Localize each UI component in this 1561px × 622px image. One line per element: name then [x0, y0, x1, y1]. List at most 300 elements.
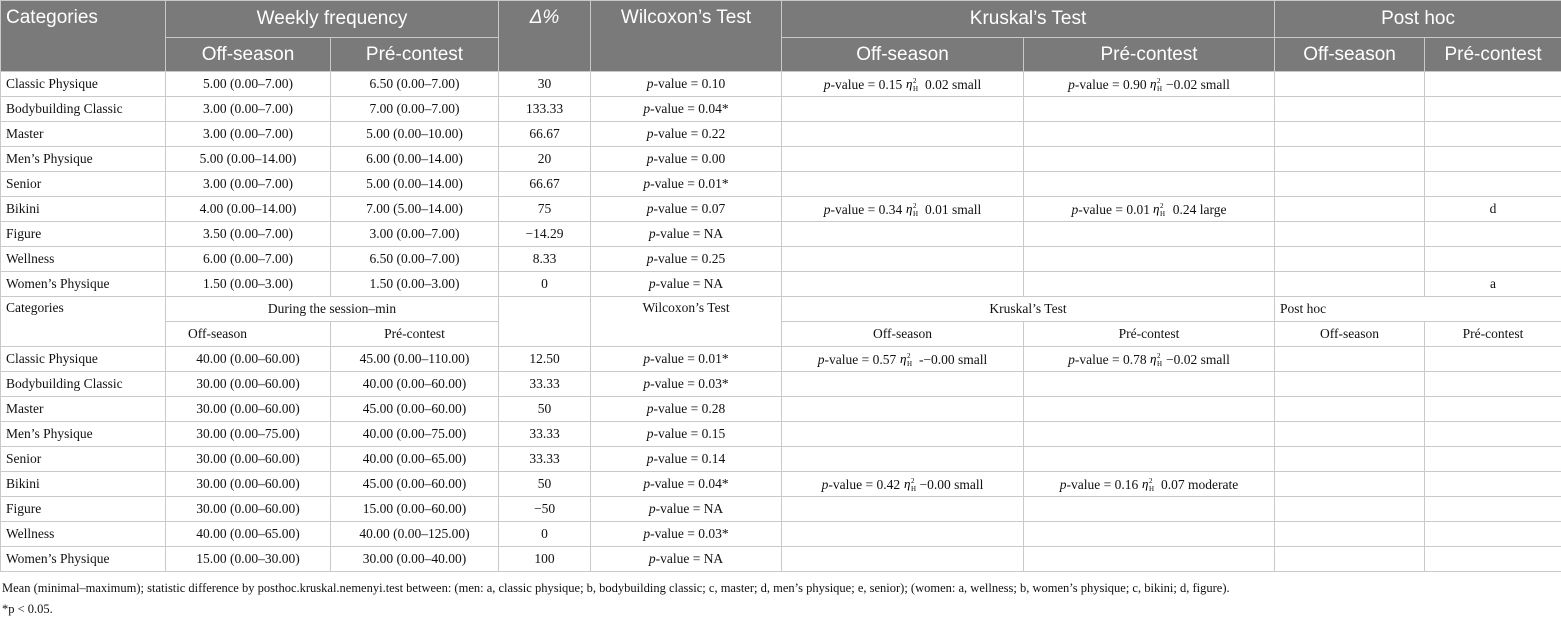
wilcoxon-cell — [591, 172, 782, 197]
kruskal-off-season-cell — [782, 172, 1024, 197]
wilcoxon-cell-p: p — [648, 551, 656, 566]
pre-contest-cell: 45.00 (0.00–110.00) — [331, 347, 499, 372]
wilcoxon-cell — [591, 197, 782, 222]
kruskal-off-season-cell — [782, 447, 1024, 472]
header-off-season: Off-season — [166, 38, 331, 72]
kruskal-pre-contest-cell — [1024, 497, 1275, 522]
kruskal-pre-contest-cell-eta-symbol — [1153, 201, 1169, 217]
pre-contest-cell: 45.00 (0.00–60.00) — [331, 472, 499, 497]
posthoc-off-season-cell — [1275, 522, 1425, 547]
kruskal-pre-contest-cell — [1024, 397, 1275, 422]
pre-contest-cell: 30.00 (0.00–40.00) — [331, 547, 499, 572]
delta-cell: 33.33 — [499, 447, 591, 472]
kruskal-pre-contest-cell-p: p — [1059, 476, 1067, 492]
wilcoxon-cell-text: -value = 0.01* — [650, 351, 729, 366]
wilcoxon-cell — [591, 397, 782, 422]
wilcoxon-cell — [591, 472, 782, 497]
kruskal-pre-contest-cell-text-b: −0.02 small — [1166, 76, 1230, 92]
svg-text:H: H — [910, 484, 916, 492]
posthoc-off-season-cell — [1275, 147, 1425, 172]
kruskal-pre-contest-cell — [1024, 197, 1275, 222]
kruskal-off-season-cell-text-a: -value = 0.42 — [828, 476, 904, 492]
off-season-cell: 1.50 (0.00–3.00) — [166, 272, 331, 297]
wilcoxon-cell — [591, 522, 782, 547]
off-season-cell: 15.00 (0.00–30.00) — [166, 547, 331, 572]
kruskal-off-season-cell — [782, 222, 1024, 247]
off-season-cell: 30.00 (0.00–60.00) — [166, 397, 331, 422]
table-row — [1, 247, 1561, 272]
header-pre-contest: Pré-contest — [331, 38, 499, 72]
posthoc-off-season-cell — [1275, 222, 1425, 247]
posthoc-off-season-cell — [1275, 547, 1425, 572]
off-season-cell: 30.00 (0.00–75.00) — [166, 422, 331, 447]
posthoc-pre-contest-cell — [1425, 72, 1561, 97]
kruskal-pre-contest-cell — [1024, 122, 1275, 147]
svg-text:H: H — [1157, 84, 1163, 92]
wilcoxon-cell-p: p — [643, 101, 651, 116]
off-season-cell: 30.00 (0.00–60.00) — [166, 497, 331, 522]
category-cell: Master — [1, 122, 166, 147]
kruskal-pre-contest-cell — [1024, 472, 1275, 497]
posthoc-off-season-cell — [1275, 197, 1425, 222]
kruskal-off-season-cell-p: p — [817, 351, 825, 367]
pre-contest-cell: 1.50 (0.00–3.00) — [331, 272, 499, 297]
kruskal-pre-contest-cell-text-a: -value = 0.16 — [1066, 476, 1142, 492]
header-delta — [499, 1, 591, 72]
kruskal-pre-contest-cell — [1024, 147, 1275, 172]
off-season-cell: 4.00 (0.00–14.00) — [166, 197, 331, 222]
wilcoxon-cell-text: -value = 0.07 — [653, 201, 726, 216]
pre-contest-cell: 40.00 (0.00–125.00) — [331, 522, 499, 547]
posthoc-pre-contest-cell — [1425, 547, 1561, 572]
note-line-1: Mean (minimal–maximum); statistic difference by posthoc.kruskal.nemenyi.test between: (men: a, classic physique; b, bodybuilding classic; c, master; d, men’s physique; e, senior); (women: a, wellness; b, women’s physique; c, bikini; d, figure). — [2, 581, 1230, 595]
wilcoxon-cell-p: p — [648, 501, 656, 516]
svg-text:η: η — [905, 200, 913, 216]
kruskal-off-season-cell — [782, 272, 1024, 297]
posthoc-pre-contest-cell — [1425, 497, 1561, 522]
category-cell: Master — [1, 397, 166, 422]
kruskal-off-season-cell-p: p — [821, 476, 829, 492]
posthoc-off-season-cell — [1275, 372, 1425, 397]
category-cell: Bodybuilding Classic — [1, 97, 166, 122]
delta-cell: 50 — [499, 472, 591, 497]
kruskal-pre-contest-cell-text-a: -value = 0.90 — [1074, 76, 1150, 92]
wilcoxon-cell — [591, 122, 782, 147]
svg-text:H: H — [906, 359, 912, 367]
posthoc-off-season-cell — [1275, 397, 1425, 422]
table-row — [1, 172, 1561, 197]
wilcoxon-cell-text: -value = NA — [655, 226, 724, 241]
posthoc-pre-contest-cell — [1425, 122, 1561, 147]
header-posthoc-off-season: Off-season — [1275, 38, 1425, 72]
category-cell: Wellness — [1, 522, 166, 547]
wilcoxon-cell-p: p — [643, 376, 651, 391]
table-row — [1, 122, 1561, 147]
wilcoxon-cell — [591, 222, 782, 247]
svg-text:η: η — [899, 350, 907, 366]
posthoc-pre-contest-cell — [1425, 397, 1561, 422]
posthoc-pre-contest-cell — [1425, 472, 1561, 497]
posthoc-pre-contest-cell — [1425, 347, 1561, 372]
posthoc-off-season-cell — [1275, 72, 1425, 97]
wilcoxon-cell-text: -value = 0.00 — [653, 151, 726, 166]
header-weekly-frequency: Weekly frequency — [166, 1, 499, 38]
wilcoxon-cell-text: -value = 0.25 — [653, 251, 726, 266]
posthoc-off-season-cell — [1275, 422, 1425, 447]
kruskal-pre-contest-cell-p: p — [1068, 76, 1075, 92]
svg-text:η: η — [1150, 75, 1157, 91]
wilcoxon-cell-text: -value = 0.03* — [650, 376, 729, 391]
posthoc-off-season-cell — [1275, 272, 1425, 297]
table-row — [1, 222, 1561, 247]
kruskal-pre-contest-cell — [1024, 522, 1275, 547]
pre-contest-cell: 5.00 (0.00–10.00) — [331, 122, 499, 147]
table-row — [1, 272, 1561, 297]
delta-cell: 0 — [499, 522, 591, 547]
table-row — [1, 422, 1561, 447]
category-cell: Classic Physique — [1, 347, 166, 372]
posthoc-off-season-cell — [1275, 172, 1425, 197]
delta-cell: 100 — [499, 547, 591, 572]
posthoc-off-season-cell — [1275, 447, 1425, 472]
wilcoxon-cell — [591, 422, 782, 447]
section2-posthoc-off-season: Off-season — [1275, 322, 1425, 347]
posthoc-pre-contest-cell: a — [1425, 272, 1561, 297]
kruskal-pre-contest-cell-text-b: −0.02 small — [1166, 351, 1230, 367]
svg-text:η: η — [1141, 475, 1149, 491]
kruskal-pre-contest-cell — [1024, 347, 1275, 372]
category-cell: Women’s Physique — [1, 547, 166, 572]
off-season-cell: 30.00 (0.00–60.00) — [166, 447, 331, 472]
section2-head — [1, 297, 1561, 347]
svg-text:2: 2 — [1148, 476, 1153, 485]
wilcoxon-cell-text: -value = NA — [655, 501, 724, 516]
pre-contest-cell: 40.00 (0.00–65.00) — [331, 447, 499, 472]
table-notes — [0, 572, 1561, 620]
posthoc-off-season-cell — [1275, 247, 1425, 272]
kruskal-off-season-cell-eta-symbol — [906, 201, 922, 217]
table-row — [1, 347, 1561, 372]
kruskal-pre-contest-cell — [1024, 422, 1275, 447]
category-cell: Figure — [1, 497, 166, 522]
svg-text:H: H — [1157, 359, 1163, 367]
wilcoxon-cell-text: -value = 0.04* — [650, 476, 729, 491]
wilcoxon-cell-text: -value = 0.14 — [653, 451, 726, 466]
svg-text:2: 2 — [910, 476, 914, 485]
kruskal-pre-contest-cell-text-a: -value = 0.78 — [1074, 351, 1150, 367]
wilcoxon-cell-text: -value = 0.03* — [650, 526, 729, 541]
wilcoxon-cell — [591, 497, 782, 522]
pre-contest-cell: 40.00 (0.00–60.00) — [331, 372, 499, 397]
section2-pre-contest: Pré-contest — [331, 322, 499, 347]
wilcoxon-cell — [591, 447, 782, 472]
posthoc-off-season-cell — [1275, 97, 1425, 122]
wilcoxon-cell — [591, 372, 782, 397]
posthoc-pre-contest-cell — [1425, 247, 1561, 272]
category-cell: Wellness — [1, 247, 166, 272]
wilcoxon-cell-p: p — [648, 276, 656, 291]
wilcoxon-cell-text: -value = 0.28 — [653, 401, 726, 416]
wilcoxon-cell-p: p — [646, 126, 654, 141]
posthoc-pre-contest-cell — [1425, 372, 1561, 397]
wilcoxon-cell — [591, 72, 782, 97]
posthoc-off-season-cell — [1275, 122, 1425, 147]
table-row — [1, 472, 1561, 497]
pre-contest-cell: 45.00 (0.00–60.00) — [331, 397, 499, 422]
category-cell: Senior — [1, 172, 166, 197]
pre-contest-cell: 6.50 (0.00–7.00) — [331, 72, 499, 97]
table-row — [1, 547, 1561, 572]
wilcoxon-cell-p: p — [646, 251, 654, 266]
posthoc-off-season-cell — [1275, 472, 1425, 497]
category-cell: Bodybuilding Classic — [1, 372, 166, 397]
kruskal-pre-contest-cell — [1024, 372, 1275, 397]
kruskal-pre-contest-cell-eta-symbol — [1142, 476, 1158, 492]
off-season-cell: 3.00 (0.00–7.00) — [166, 97, 331, 122]
pre-contest-cell: 6.50 (0.00–7.00) — [331, 247, 499, 272]
posthoc-pre-contest-cell: d — [1425, 197, 1561, 222]
table-row — [1, 197, 1561, 222]
off-season-cell: 3.00 (0.00–7.00) — [166, 122, 331, 147]
posthoc-pre-contest-cell — [1425, 422, 1561, 447]
wilcoxon-cell-p: p — [643, 351, 651, 366]
off-season-cell: 40.00 (0.00–60.00) — [166, 347, 331, 372]
posthoc-pre-contest-cell — [1425, 522, 1561, 547]
wilcoxon-cell-p: p — [643, 476, 651, 491]
kruskal-off-season-cell — [782, 97, 1024, 122]
category-cell: Figure — [1, 222, 166, 247]
wilcoxon-cell — [591, 547, 782, 572]
kruskal-off-season-cell — [782, 347, 1024, 372]
delta-cell: 33.33 — [499, 372, 591, 397]
kruskal-off-season-cell — [782, 422, 1024, 447]
delta-cell: 30 — [499, 72, 591, 97]
table-row — [1, 72, 1561, 97]
kruskal-off-season-cell — [782, 147, 1024, 172]
kruskal-off-season-cell — [782, 72, 1024, 97]
kruskal-off-season-cell-eta-symbol — [900, 351, 916, 367]
svg-text:2: 2 — [912, 76, 917, 85]
delta-cell: 12.50 — [499, 347, 591, 372]
header-delta-text: Δ% — [529, 7, 560, 28]
kruskal-pre-contest-cell-p: p — [1071, 201, 1079, 217]
svg-text:2: 2 — [1157, 76, 1161, 85]
kruskal-off-season-cell — [782, 472, 1024, 497]
table-row — [1, 447, 1561, 472]
pre-contest-cell: 7.00 (0.00–7.00) — [331, 97, 499, 122]
category-cell: Senior — [1, 447, 166, 472]
kruskal-off-season-cell-text-b: 0.01 small — [921, 201, 982, 217]
wilcoxon-cell-p: p — [646, 451, 654, 466]
header-wilcoxon: Wilcoxon’s Test — [591, 1, 782, 72]
section2-body — [1, 347, 1561, 572]
section2-during: During the session–min — [166, 297, 499, 322]
kruskal-off-season-cell-text-b: −0.00 small — [919, 476, 984, 492]
kruskal-off-season-cell — [782, 497, 1024, 522]
category-cell: Bikini — [1, 472, 166, 497]
kruskal-pre-contest-cell — [1024, 272, 1275, 297]
kruskal-pre-contest-cell — [1024, 97, 1275, 122]
off-season-cell: 3.00 (0.00–7.00) — [166, 172, 331, 197]
table-row — [1, 372, 1561, 397]
delta-cell: −14.29 — [499, 222, 591, 247]
svg-text:2: 2 — [906, 351, 911, 360]
wilcoxon-cell-p: p — [646, 151, 654, 166]
section2-kruskal: Kruskal’s Test — [782, 297, 1275, 322]
wilcoxon-cell-p: p — [646, 201, 654, 216]
kruskal-pre-contest-cell — [1024, 447, 1275, 472]
pre-contest-cell: 7.00 (5.00–14.00) — [331, 197, 499, 222]
kruskal-pre-contest-cell-eta-symbol — [1150, 76, 1166, 92]
kruskal-pre-contest-cell — [1024, 172, 1275, 197]
category-cell: Men’s Physique — [1, 147, 166, 172]
section2-categories: Categories — [1, 297, 166, 347]
wilcoxon-cell-text: -value = 0.01* — [650, 176, 729, 191]
svg-text:H: H — [1160, 209, 1166, 217]
kruskal-off-season-cell-p: p — [823, 201, 831, 217]
wilcoxon-cell-text: -value = 0.10 — [653, 76, 726, 91]
svg-text:2: 2 — [1157, 351, 1161, 360]
wilcoxon-cell-text: -value = NA — [655, 276, 724, 291]
category-cell: Bikini — [1, 197, 166, 222]
section2-off-season: Off-season — [166, 322, 331, 347]
posthoc-off-season-cell — [1275, 347, 1425, 372]
delta-cell: 66.67 — [499, 122, 591, 147]
delta-cell: 0 — [499, 272, 591, 297]
wilcoxon-cell-text: -value = 0.04* — [650, 101, 729, 116]
kruskal-off-season-cell-text-a: -value = 0.15 — [830, 76, 906, 92]
pre-contest-cell: 15.00 (0.00–60.00) — [331, 497, 499, 522]
posthoc-pre-contest-cell — [1425, 147, 1561, 172]
category-cell: Women’s Physique — [1, 272, 166, 297]
posthoc-pre-contest-cell — [1425, 172, 1561, 197]
table-header — [1, 1, 1561, 72]
kruskal-pre-contest-cell-eta-symbol — [1150, 351, 1166, 367]
kruskal-pre-contest-cell-text-a: -value = 0.01 — [1078, 201, 1154, 217]
wilcoxon-cell-p: p — [646, 76, 654, 91]
section1-body — [1, 72, 1561, 297]
kruskal-pre-contest-cell-p: p — [1068, 351, 1075, 367]
delta-cell: 75 — [499, 197, 591, 222]
svg-text:H: H — [1148, 484, 1154, 492]
delta-cell: −50 — [499, 497, 591, 522]
delta-cell: 66.67 — [499, 172, 591, 197]
delta-cell: 33.33 — [499, 422, 591, 447]
kruskal-pre-contest-cell-text-b: 0.24 large — [1169, 201, 1227, 217]
off-season-cell: 6.00 (0.00–7.00) — [166, 247, 331, 272]
wilcoxon-cell — [591, 272, 782, 297]
off-season-cell: 30.00 (0.00–60.00) — [166, 472, 331, 497]
wilcoxon-cell-p: p — [643, 526, 651, 541]
svg-text:η: η — [1150, 350, 1157, 366]
wilcoxon-cell-p: p — [643, 176, 651, 191]
delta-cell: 8.33 — [499, 247, 591, 272]
pre-contest-cell: 3.00 (0.00–7.00) — [331, 222, 499, 247]
wilcoxon-cell-text: -value = 0.15 — [653, 426, 726, 441]
delta-cell: 50 — [499, 397, 591, 422]
pre-contest-cell: 40.00 (0.00–75.00) — [331, 422, 499, 447]
svg-text:H: H — [912, 84, 918, 92]
wilcoxon-cell-text: -value = 0.22 — [653, 126, 726, 141]
kruskal-off-season-cell-p: p — [823, 76, 831, 92]
table-row — [1, 147, 1561, 172]
svg-text:2: 2 — [1160, 201, 1164, 210]
header-categories: Categories — [1, 1, 166, 72]
off-season-cell: 40.00 (0.00–65.00) — [166, 522, 331, 547]
kruskal-off-season-cell — [782, 397, 1024, 422]
svg-text:η: η — [1153, 200, 1160, 216]
pre-contest-cell: 5.00 (0.00–14.00) — [331, 172, 499, 197]
header-kruskal-off-season: Off-season — [782, 38, 1024, 72]
wilcoxon-cell-text: -value = NA — [655, 551, 724, 566]
posthoc-off-season-cell — [1275, 497, 1425, 522]
kruskal-pre-contest-cell-text-b: 0.07 moderate — [1157, 476, 1239, 492]
off-season-cell: 30.00 (0.00–60.00) — [166, 372, 331, 397]
wilcoxon-cell — [591, 147, 782, 172]
kruskal-off-season-cell — [782, 197, 1024, 222]
wilcoxon-cell — [591, 247, 782, 272]
wilcoxon-cell-p: p — [646, 426, 654, 441]
posthoc-pre-contest-cell — [1425, 97, 1561, 122]
kruskal-off-season-cell — [782, 547, 1024, 572]
category-cell: Men’s Physique — [1, 422, 166, 447]
section2-delta-blank — [499, 297, 591, 347]
svg-text:2: 2 — [912, 201, 917, 210]
table-row — [1, 522, 1561, 547]
delta-cell: 20 — [499, 147, 591, 172]
section2-posthoc-pre-contest: Pré-contest — [1425, 322, 1561, 347]
svg-text:H: H — [912, 209, 918, 217]
category-cell: Classic Physique — [1, 72, 166, 97]
header-posthoc: Post hoc — [1275, 1, 1561, 38]
kruskal-pre-contest-cell — [1024, 547, 1275, 572]
off-season-cell: 5.00 (0.00–7.00) — [166, 72, 331, 97]
kruskal-off-season-cell-text-a: -value = 0.34 — [830, 201, 906, 217]
wilcoxon-cell-p: p — [646, 401, 654, 416]
note-line-2: *p < 0.05. — [2, 602, 53, 616]
section2-posthoc: Post hoc — [1275, 297, 1561, 322]
kruskal-pre-contest-cell — [1024, 247, 1275, 272]
svg-text:η: η — [903, 475, 910, 491]
off-season-cell: 3.50 (0.00–7.00) — [166, 222, 331, 247]
kruskal-off-season-cell — [782, 522, 1024, 547]
off-season-cell: 5.00 (0.00–14.00) — [166, 147, 331, 172]
kruskal-off-season-cell-text-a: -value = 0.57 — [824, 351, 900, 367]
kruskal-pre-contest-cell — [1024, 72, 1275, 97]
header-kruskal: Kruskal’s Test — [782, 1, 1275, 38]
table-row — [1, 97, 1561, 122]
kruskal-off-season-cell — [782, 122, 1024, 147]
kruskal-pre-contest-cell — [1024, 222, 1275, 247]
section2-kruskal-off-season: Off-season — [782, 322, 1024, 347]
kruskal-off-season-cell — [782, 247, 1024, 272]
table-row — [1, 397, 1561, 422]
section2-kruskal-pre-contest: Pré-contest — [1024, 322, 1275, 347]
table-row — [1, 497, 1561, 522]
header-kruskal-pre-contest: Pré-contest — [1024, 38, 1275, 72]
posthoc-pre-contest-cell — [1425, 447, 1561, 472]
kruskal-off-season-cell-text-b: 0.02 small — [921, 76, 982, 92]
posthoc-pre-contest-cell — [1425, 222, 1561, 247]
pre-contest-cell: 6.00 (0.00–14.00) — [331, 147, 499, 172]
kruskal-off-season-cell-eta-symbol — [906, 76, 922, 92]
wilcoxon-cell-p: p — [648, 226, 656, 241]
kruskal-off-season-cell — [782, 372, 1024, 397]
section2-wilcoxon: Wilcoxon’s Test — [591, 297, 782, 347]
wilcoxon-cell — [591, 97, 782, 122]
header-posthoc-pre-contest: Pré-contest — [1425, 38, 1561, 72]
svg-text:η: η — [905, 75, 913, 91]
